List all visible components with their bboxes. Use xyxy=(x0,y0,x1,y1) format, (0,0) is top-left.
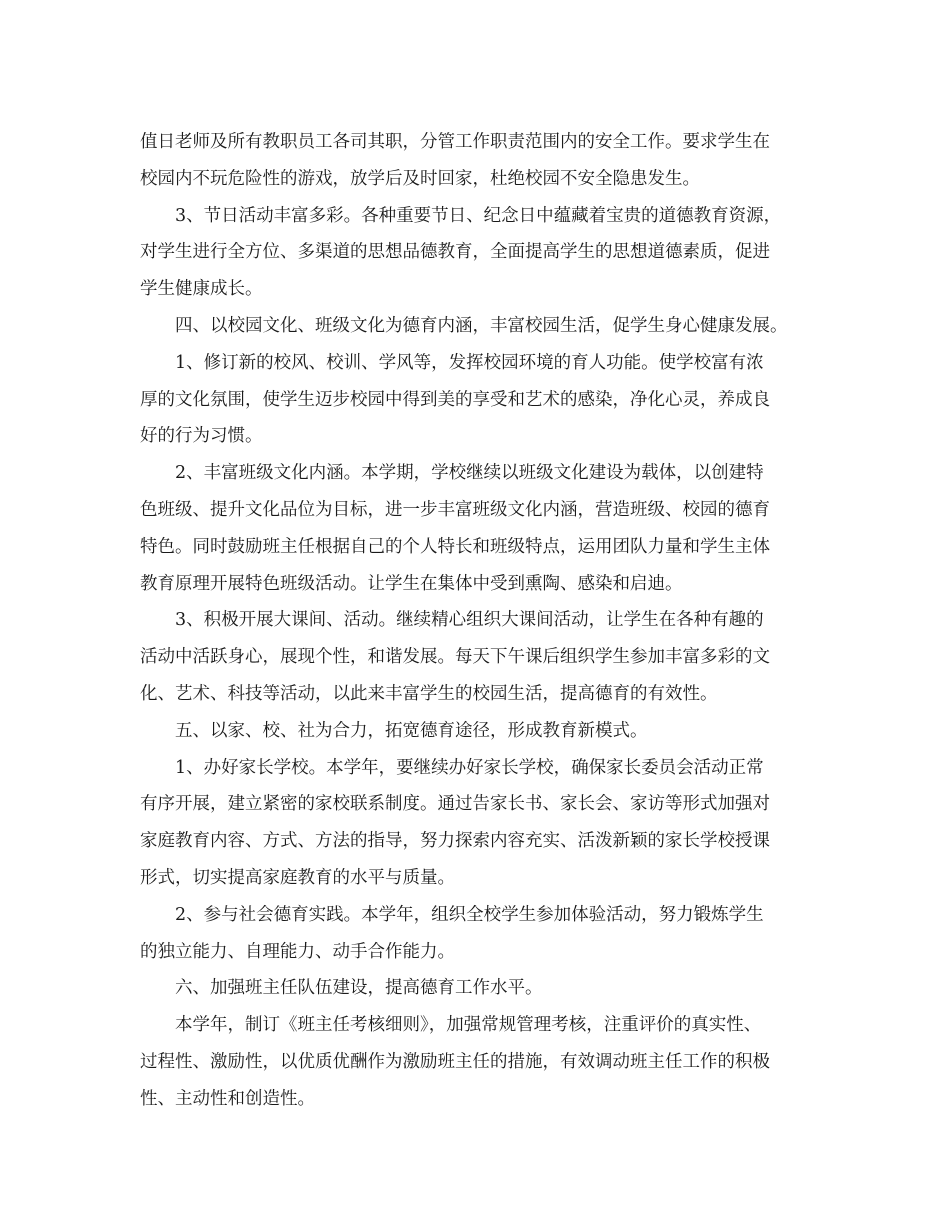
text-line: 色班级、提升文化品位为目标，进一步丰富班级文化内涵，营造班级、校园的德育 xyxy=(140,499,770,520)
text-line: 家庭教育内容、方式、方法的指导，努力探索内容充实、活泼新颖的家长学校授课 xyxy=(140,831,770,852)
text-line: 2、丰富班级文化内涵。本学期，学校继续以班级文化建设为载体，以创建特 xyxy=(175,463,764,484)
text-line: 1、修订新的校风、校训、学风等，发挥校园环境的育人功能。使学校富有浓 xyxy=(175,352,764,373)
text-line: 有序开展，建立紧密的家校联系制度。通过告家长书、家长会、家访等形式加强对 xyxy=(140,794,770,815)
text-line: 的独立能力、自理能力、动手合作能力。 xyxy=(140,941,455,962)
text-line: 学生健康成长。 xyxy=(140,279,263,300)
text-line: 厚的文化氛围，使学生迈步校园中得到美的享受和艺术的感染，净化心灵，养成良 xyxy=(140,389,770,410)
text-line: 五、以家、校、社为合力，拓宽德育途径，形成教育新模式。 xyxy=(175,720,648,741)
text-line: 特色。同时鼓励班主任根据自己的个人特长和班级特点，运用团队力量和学生主体 xyxy=(140,536,770,557)
text-line: 好的行为习惯。 xyxy=(140,426,263,447)
text-line: 3、积极开展大课间、活动。继续精心组织大课间活动，让学生在各种有趣的 xyxy=(175,610,764,631)
text-line: 本学年，制订《班主任考核细则》，加强常规管理考核，注重评价的真实性、 xyxy=(175,1015,762,1036)
text-line: 对学生进行全方位、多渠道的思想品德教育，全面提高学生的思想道德素质，促进 xyxy=(140,242,770,263)
text-line: 3、节日活动丰富多彩。各种重要节日、纪念日中蕴藏着宝贵的道德教育资源， xyxy=(175,205,782,226)
text-line: 四、以校园文化、班级文化为德育内涵，丰富校园生活，促学生身心健康发展。 xyxy=(175,315,788,336)
text-line: 化、艺术、科技等活动，以此来丰富学生的校园生活，提高德育的有效性。 xyxy=(140,683,718,704)
text-line: 2、参与社会德育实践。本学年，组织全校学生参加体验活动，努力锻炼学生 xyxy=(175,904,764,925)
text-line: 性、主动性和创造性。 xyxy=(140,1088,315,1109)
text-line: 过程性、激励性，以优质优酬作为激励班主任的措施，有效调动班主任工作的积极 xyxy=(140,1051,770,1072)
text-line: 活动中活跃身心，展现个性，和谐发展。每天下午课后组织学生参加丰富多彩的文 xyxy=(140,647,770,668)
text-line: 值日老师及所有教职员工各司其职，分管工作职责范围内的安全工作。要求学生在 xyxy=(140,132,770,152)
text-line: 1、办好家长学校。本学年，要继续办好家长学校，确保家长委员会活动正常 xyxy=(175,757,764,778)
document-body xyxy=(140,124,820,1118)
text-line: 校园内不玩危险性的游戏，放学后及时回家，杜绝校园不安全隐患发生。 xyxy=(140,168,700,189)
text-line: 六、加强班主任队伍建设，提高德育工作水平。 xyxy=(175,978,543,999)
text-line: 教育原理开展特色班级活动。让学生在集体中受到熏陶、感染和启迪。 xyxy=(140,573,683,594)
text-line: 形式，切实提高家庭教育的水平与质量。 xyxy=(140,867,455,888)
